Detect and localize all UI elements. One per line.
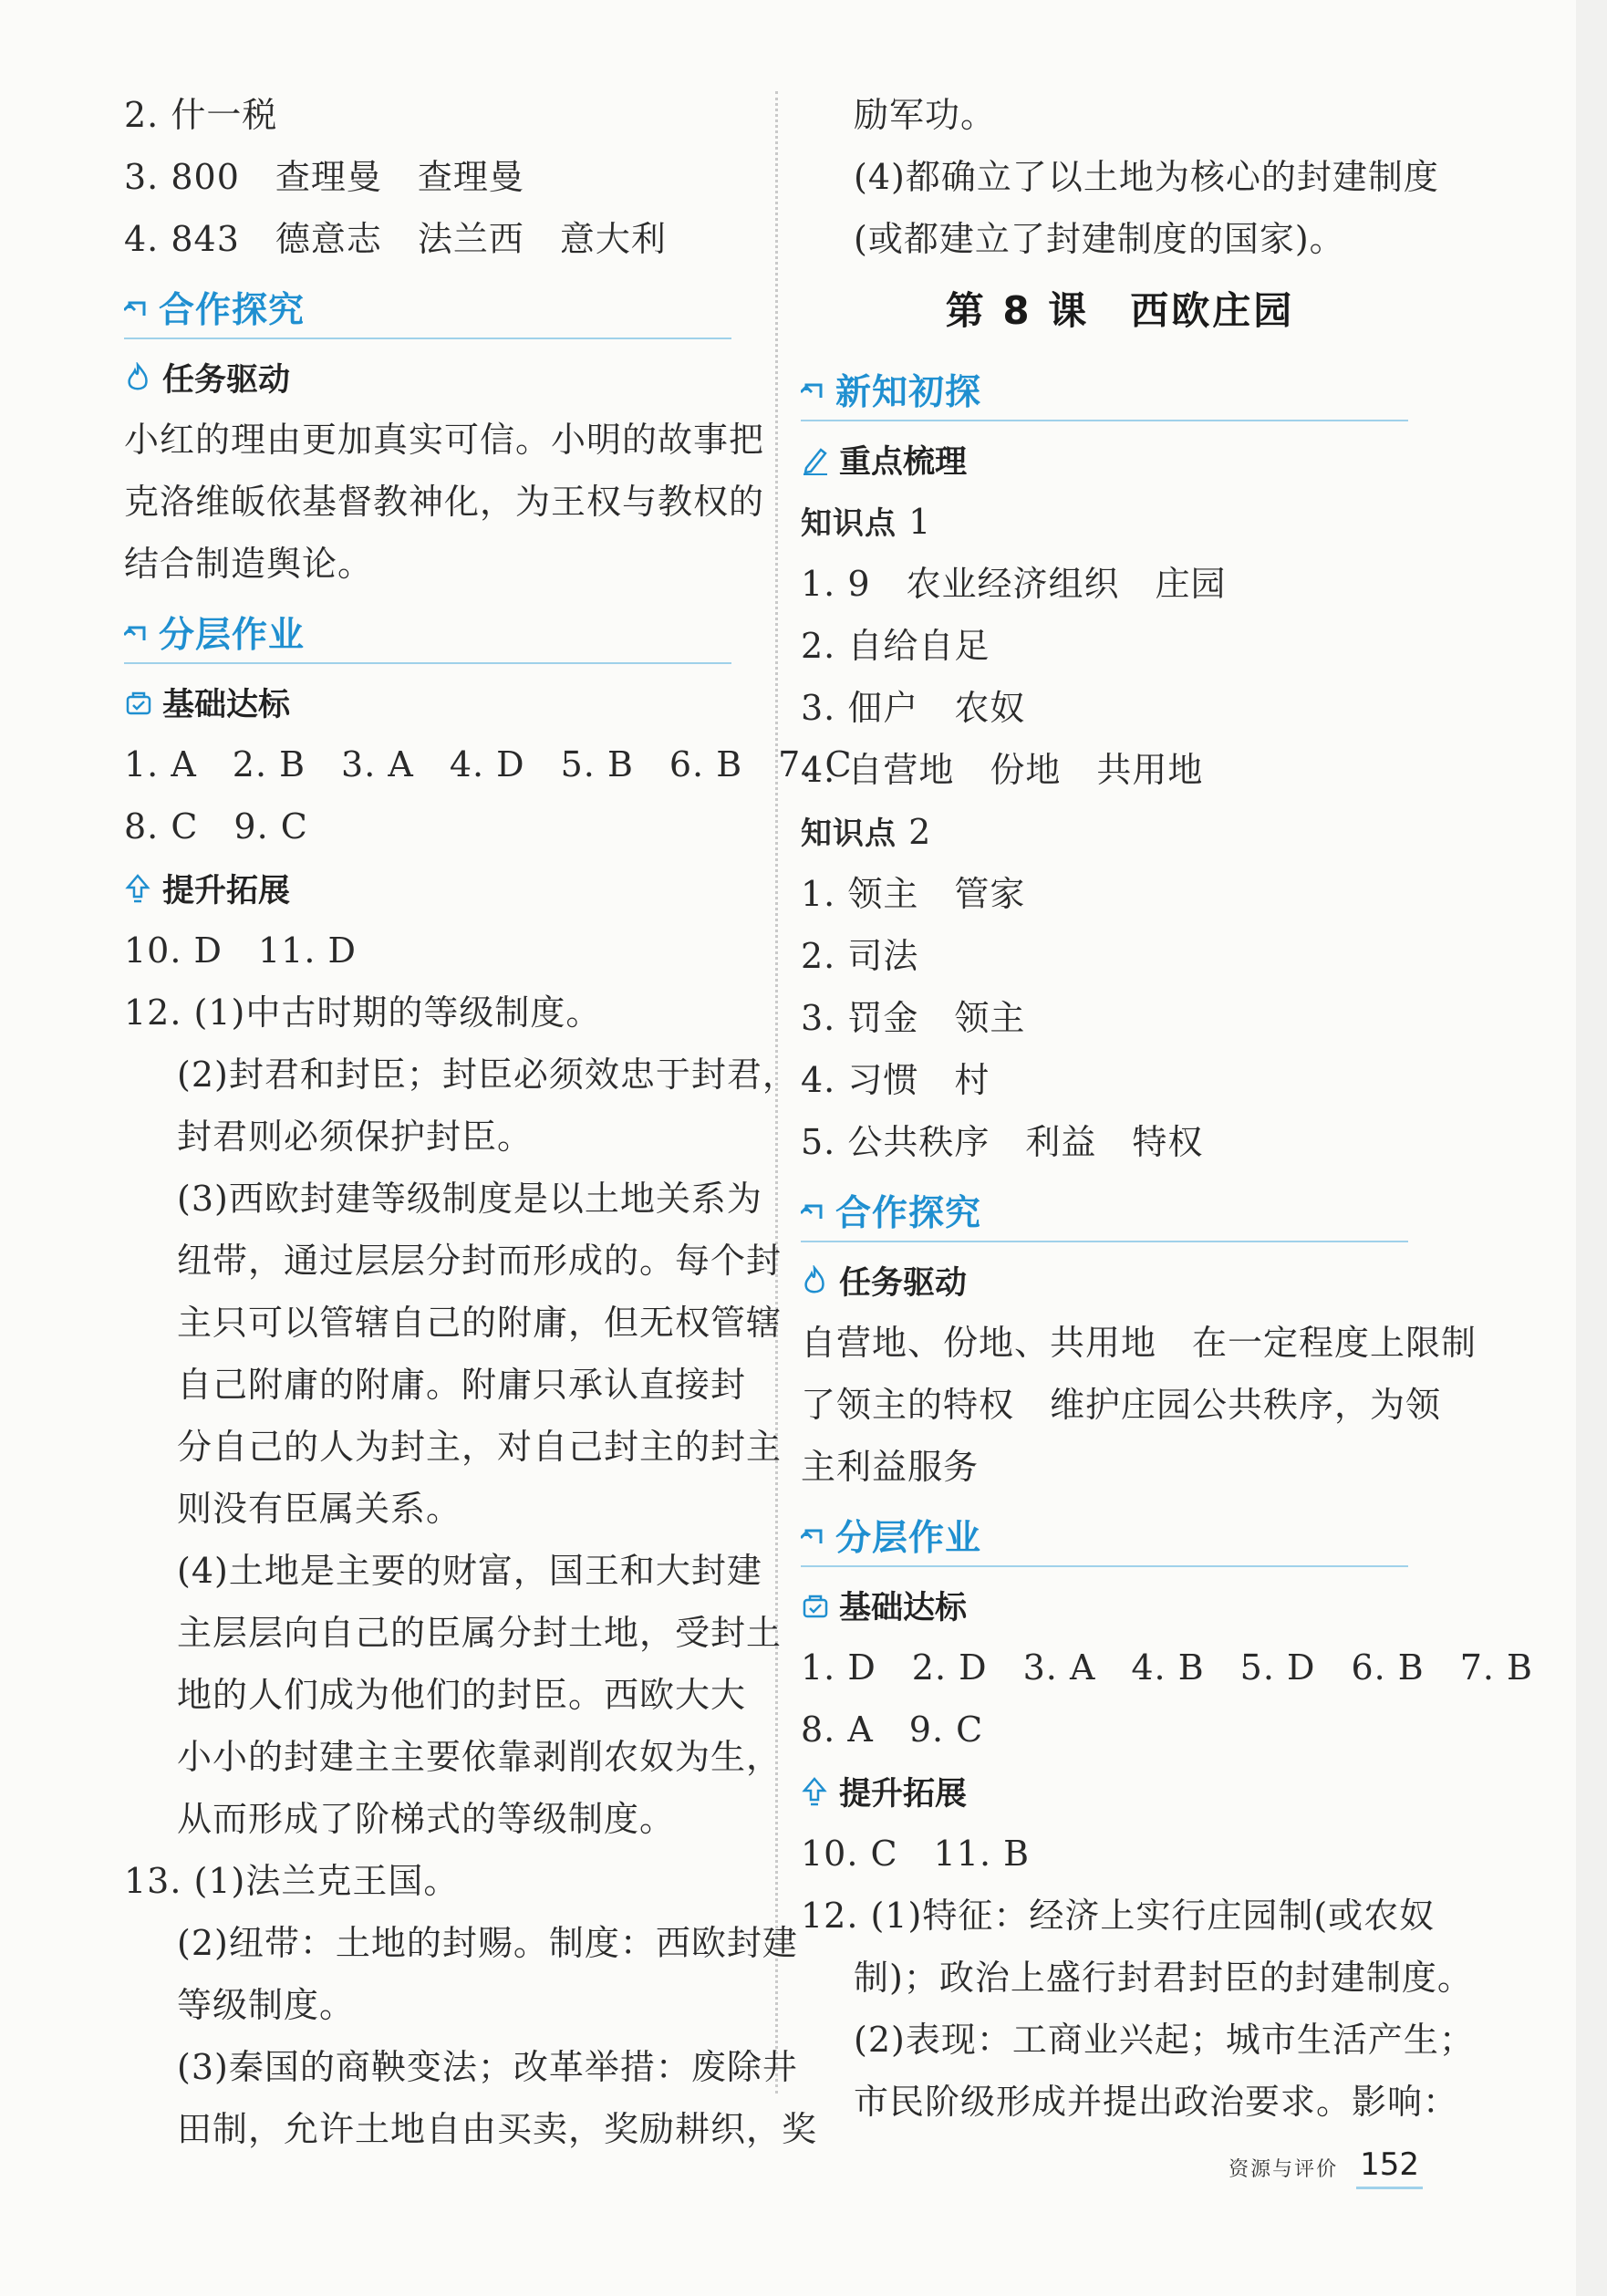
up-arrow-icon (124, 870, 157, 907)
subheading-label: 提升拓展 (839, 1776, 968, 1813)
subheading-key-points (801, 429, 1439, 491)
kp-number: 1 (908, 502, 932, 542)
answer-line: 2. 司法 (801, 936, 919, 976)
answer-line: 自己附庸的附庸。附庸只承认直接封 (177, 1365, 747, 1405)
answer-line: 田制，允许土地自由买卖，奖励耕织，奖 (177, 2109, 818, 2149)
answer-line: 自营地、份地、共用地 在一定程度上限制 (801, 1323, 1477, 1363)
section-heading-cooperation (124, 270, 731, 339)
answer-line: 制)；政治上盛行封君封臣的封建制度。 (854, 1958, 1473, 1998)
kp-label: 知识点 (801, 505, 897, 542)
bookmark-arrow-icon (124, 292, 155, 338)
answer-line: 3. 800 查理曼 查理曼 (124, 157, 524, 197)
answer-line: 等级制度。 (177, 1985, 356, 2025)
answer-line: 10. D 11. D (124, 930, 357, 971)
section-heading-layered (124, 595, 731, 664)
answer-line: 小小的封建主主要依靠剥削农奴为生， (177, 1737, 783, 1777)
answer-line: (或都建立了封建制度的国家)。 (854, 219, 1345, 259)
subheading-label: 任务驱动 (839, 1265, 968, 1302)
answer-line: 4. 自营地 份地 共用地 (801, 750, 1204, 790)
answer-line: 3. 罚金 领主 (801, 998, 1026, 1038)
answer-line: 1. 领主 管家 (801, 874, 1026, 914)
flame-icon (801, 1262, 834, 1299)
answer-line: 地的人们成为他们的封臣。西欧大大 (177, 1675, 747, 1715)
right-column (801, 84, 1533, 2133)
up-arrow-icon (801, 1773, 834, 1810)
answer-line: 8. C 9. C (124, 806, 308, 847)
knowledge-point-heading (801, 491, 1439, 553)
section-title: 新知初探 (835, 372, 982, 413)
shield-check-icon (124, 684, 157, 721)
subheading-label: 任务驱动 (162, 362, 291, 399)
kp-number: 2 (908, 812, 932, 852)
kp-label: 知识点 (801, 816, 897, 852)
footer-label: 资源与评价 (1229, 2158, 1339, 2181)
answer-line: 克洛维皈依基督教神化，为王权与教权的 (124, 482, 765, 522)
subheading-label: 提升拓展 (162, 873, 291, 909)
subheading-task (801, 1250, 1439, 1312)
answer-line: (2)表现：工商业兴起；城市生活产生； (854, 2020, 1475, 2060)
answer-line: 13. (1)法兰克王国。 (124, 1861, 460, 1901)
subheading-advance (801, 1761, 1439, 1823)
answer-line: 则没有臣属关系。 (177, 1489, 462, 1529)
answer-line: 市民阶级形成并提出政治要求。影响： (854, 2082, 1459, 2122)
knowledge-point-heading (801, 801, 1439, 863)
answer-line: 了领主的特权 维护庄园公共秩序，为领 (801, 1385, 1442, 1425)
bookmark-arrow-icon (801, 1195, 832, 1241)
answer-line: 8. A 9. C (801, 1709, 984, 1750)
subheading-basic (801, 1574, 1439, 1636)
answer-line: 2. 什一税 (124, 95, 278, 135)
flame-icon (124, 359, 157, 396)
section-heading-cooperation (801, 1173, 1408, 1242)
answer-line: 主只可以管辖自己的附庸，但无权管辖 (177, 1303, 783, 1343)
answer-line: (2)封君和封臣；封臣必须效忠于封君， (177, 1054, 798, 1095)
page-footer (1186, 2135, 1423, 2189)
subheading-task (124, 347, 753, 409)
section-title: 合作探究 (159, 290, 306, 331)
answer-line: 主层层向自己的臣属分封土地，受封土 (177, 1613, 783, 1653)
answer-line: 1. A 2. B 3. A 4. D 5. B 6. B 7. C (124, 744, 853, 784)
bookmark-arrow-icon (124, 617, 155, 662)
answer-line: 3. 佃户 农奴 (801, 688, 1026, 728)
answer-line: 主利益服务 (801, 1447, 980, 1487)
answer-line: (3)秦国的商鞅变法；改革举措：废除井 (177, 2047, 798, 2087)
answer-line: 12. (1)特征：经济上实行庄园制(或农奴 (801, 1896, 1436, 1936)
page-number: 152 (1356, 2146, 1423, 2189)
subheading-basic (124, 671, 753, 733)
answer-line: 4. 习惯 村 (801, 1060, 990, 1100)
answer-line: 10. C 11. B (801, 1834, 1031, 1874)
answer-line: 分自己的人为封主，对自己封主的封主 (177, 1427, 783, 1467)
answer-line: 5. 公共秩序 利益 特权 (801, 1122, 1204, 1162)
answer-line: (4)都确立了以土地为核心的封建制度 (854, 157, 1439, 197)
answer-line: (4)土地是主要的财富，国王和大封建 (177, 1551, 762, 1591)
section-title: 分层作业 (835, 1518, 982, 1559)
answer-line: 封君则必须保护封臣。 (177, 1117, 534, 1157)
bookmark-arrow-icon (801, 374, 832, 420)
section-title: 合作探究 (835, 1193, 982, 1234)
section-heading-layered (801, 1498, 1408, 1567)
subheading-label: 基础达标 (162, 687, 291, 723)
answer-line: 励军功。 (854, 95, 997, 135)
answer-line: 2. 自给自足 (801, 626, 990, 666)
answer-line: 从而形成了阶梯式的等级制度。 (177, 1799, 676, 1839)
answer-line: 12. (1)中古时期的等级制度。 (124, 992, 602, 1033)
pencil-icon (801, 442, 834, 478)
lesson-title: 第 8 课 西欧庄园 (945, 288, 1295, 333)
section-heading-new (801, 352, 1408, 421)
shield-check-icon (801, 1587, 834, 1624)
answer-line: 纽带，通过层层分封而形成的。每个封 (177, 1241, 783, 1281)
subheading-advance (124, 857, 753, 919)
answer-line: 1. 9 农业经济组织 庄园 (801, 564, 1227, 604)
answer-line: 4. 843 德意志 法兰西 意大利 (124, 219, 667, 259)
section-title: 分层作业 (159, 615, 306, 656)
answer-line: (2)纽带：土地的封赐。制度：西欧封建 (177, 1923, 798, 1963)
answer-line: 结合制造舆论。 (124, 544, 374, 584)
answer-line: 小红的理由更加真实可信。小明的故事把 (124, 420, 765, 460)
answer-line: 1. D 2. D 3. A 4. B 5. D 6. B 7. B (801, 1647, 1533, 1688)
page-edge (1576, 0, 1607, 2296)
subheading-label: 重点梳理 (839, 444, 968, 481)
bookmark-arrow-icon (801, 1520, 832, 1565)
answer-line: (3)西欧封建等级制度是以土地关系为 (177, 1179, 762, 1219)
subheading-label: 基础达标 (839, 1590, 968, 1626)
